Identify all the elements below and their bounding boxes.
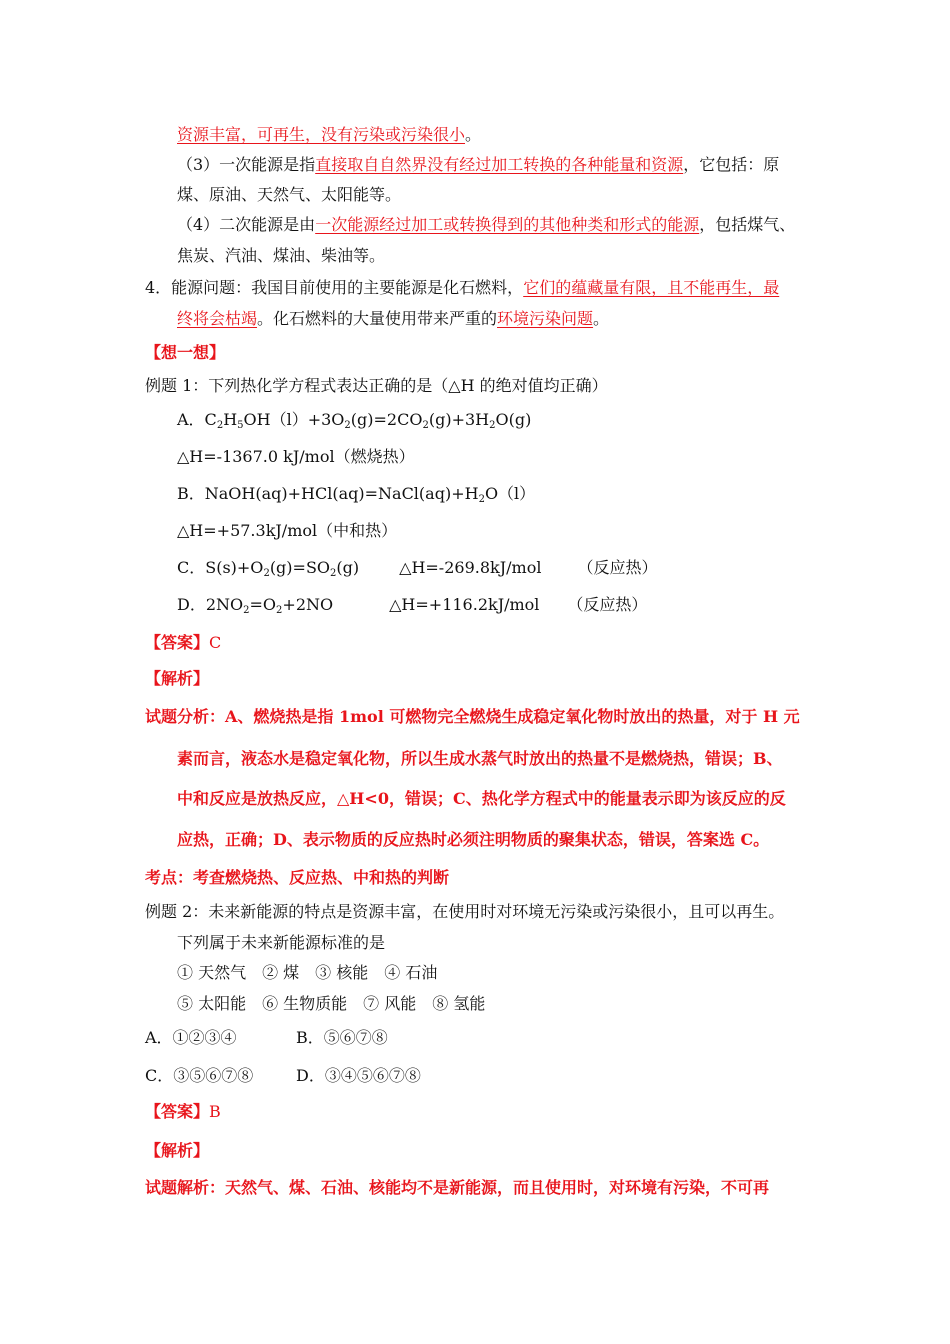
text: ，包括煤气、 — [699, 215, 796, 234]
ex1-point: 考点：考查燃烧热、反应热、中和热的判断 — [145, 868, 450, 887]
ex2-question-2: 下列属于未来新能源标准的是 — [177, 933, 386, 952]
red-underlined-text: 终将会枯竭 — [177, 309, 258, 328]
ex2-answer: 【答案】B — [145, 1102, 221, 1121]
ex2-choice-c: C．③⑤⑥⑦⑧ — [145, 1066, 254, 1085]
sec3-line-3 — [177, 214, 795, 236]
ex2-choice-d: D．③④⑤⑥⑦⑧ — [296, 1066, 421, 1085]
ex1-option-b-dh: △H=+57.3kJ/mol（中和热） — [177, 521, 398, 540]
ex1-analysis-4: 应热，正确；D、表示物质的反应热时必须注明物质的聚集状态，错误，答案选 C。 — [177, 830, 770, 849]
think-heading: 【想一想】 — [145, 343, 226, 362]
red-underlined-text: 它们的蕴藏量有限，且不能再生，最 — [523, 278, 780, 297]
red-underlined-text: 一次能源经过加工或转换得到的其他种类和形式的能源 — [315, 215, 700, 234]
red-underlined-text: 环境污染问题 — [497, 309, 594, 328]
sec3-line-1 — [177, 154, 779, 176]
ex2-question-1: 例题 2：未来新能源的特点是资源丰富，在使用时对环境无污染或污染很小，且可以再生。 — [145, 902, 785, 921]
text: 。化石燃料的大量使用带来严重的 — [257, 309, 498, 328]
sec4-line-1 — [145, 277, 779, 299]
ex2-analysis-label: 【解析】 — [145, 1141, 210, 1160]
text: 。 — [465, 125, 482, 144]
ex2-choice-b: B．⑤⑥⑦⑧ — [296, 1028, 388, 1047]
ex1-option-a: A．$C_2H_5OH(l)+3O_2(g)=2CO_2(g)+3H_2O(g)$ — [177, 410, 532, 431]
text: 。 — [593, 309, 610, 328]
ex2-analysis-1: 试题解析：天然气、煤、石油、核能均不是新能源，而且使用时，对环境有污染，不可再 — [145, 1178, 770, 1197]
text: 4．能源问题：我国目前使用的主要能源是化石燃料， — [145, 278, 524, 297]
ex1-analysis-1: 试题分析：A、燃烧热是指 1mol 可燃物完全燃烧生成稳定氧化物时放出的热量，对于 H 元 — [145, 707, 800, 726]
ex1-question: 例题 1：下列热化学方程式表达正确的是（△H 的绝对值均正确） — [145, 376, 608, 395]
ex1-option-d: D．$2NO_2=O_2+2NO$ △H=+116.2kJ/mol （反应热） — [177, 595, 648, 616]
sec4-line-2 — [177, 308, 609, 330]
ex2-options-1: ① 天然气 ② 煤 ③ 核能 ④ 石油 — [177, 963, 438, 982]
ex1-option-a-dh: △H=-1367.0 kJ/mol（燃烧热） — [177, 447, 415, 466]
ex1-analysis-3: 中和反应是放热反应，△H<0，错误；C、热化学方程式中的能量表示即为该反应的反 — [177, 789, 786, 808]
text: ，它包括：原 — [683, 155, 780, 174]
sec3-line-2: 煤、原油、天然气、太阳能等。 — [177, 185, 402, 204]
ex1-analysis-2: 素而言，液态水是稳定氧化物，所以生成水蒸气时放出的热量不是燃烧热，错误；B、 — [177, 749, 783, 768]
red-underlined-text: 直接取自自然界没有经过加工转换的各种能量和资源 — [315, 155, 684, 174]
ex2-options-2: ⑤ 太阳能 ⑥ 生物质能 ⑦ 风能 ⑧ 氢能 — [177, 994, 486, 1013]
text: （3）一次能源是指 — [177, 155, 316, 174]
sec3-line-0 — [177, 124, 481, 146]
ex1-analysis-label: 【解析】 — [145, 669, 210, 688]
ex1-option-b: B．$NaOH(aq)+HCl(aq)=NaCl(aq)+H_2O(l)$ — [177, 484, 536, 505]
ex1-option-c: C．$S(s)+O_2(g)=SO_2(g)$ △H=-269.8kJ/mol （反应热） — [177, 558, 658, 579]
sec3-line-4: 焦炭、汽油、煤油、柴油等。 — [177, 246, 386, 265]
ex2-choice-a: A．①②③④ — [145, 1028, 237, 1047]
text: （4）二次能源是由 — [177, 215, 316, 234]
ex1-answer: 【答案】C — [145, 633, 222, 652]
red-underlined-text: 资源丰富，可再生，没有污染或污染很小 — [177, 125, 466, 144]
